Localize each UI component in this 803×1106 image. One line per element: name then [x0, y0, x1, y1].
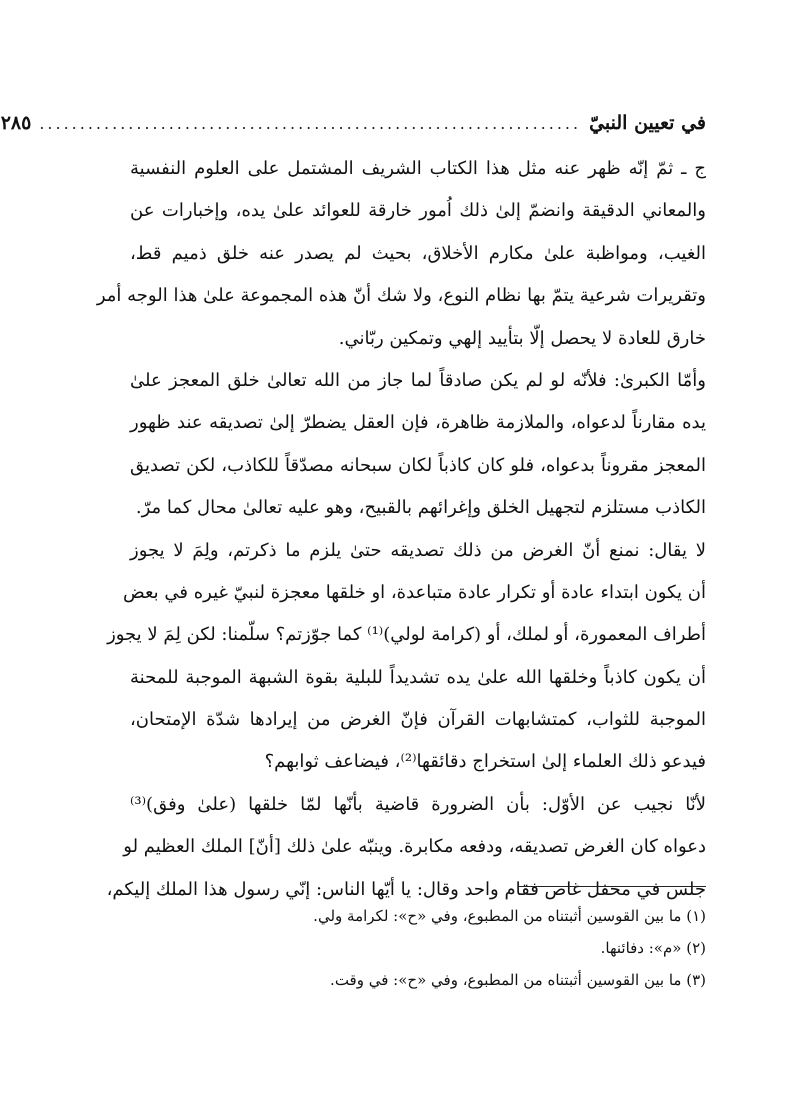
text-line: ج ـ ثمّ إنّه ظهر عنه مثل هذا الكتاب الشريف المشتمل على العلوم النفسية [130, 158, 706, 179]
text-line: خارق للعادة لا يحصل إلّا بتأييد إلهي وتمكين ربّاني. [338, 327, 706, 349]
text-line: الموجبة للثواب، كمتشابهات القرآن فإنّ الغرض من إيرادها شدّة الإمتحان، [130, 709, 706, 731]
text-line: الغيب، ومواظبة علىٰ مكارم الأخلاق، بحيث لم يصدر عنه خلق ذميم قط، [130, 242, 706, 264]
text-line: يده مقارناً لدعواه، والملازمة ظاهرة، فإن العقل يضطرّ إلىٰ تصديقه عند ظهور [130, 412, 706, 434]
text-line: فيدعو ذلك العلماء إلىٰ استخراج دقائقها⁽²⁾، فيضاعف ثوابهم؟ [264, 751, 706, 773]
main-text [96, 148, 706, 911]
text-line: وتقريرات شرعية يتمّ بها نظام النوع، ولا شك أنّ هذه المجموعة علىٰ هذا الوجه أمر [96, 285, 706, 307]
text-line: أن يكون كاذباً وخلقها الله علىٰ يده تشديداً للبلية بقوة الشبهة الموجبة للمحنة [130, 666, 706, 688]
text-line: الكاذب مستلزم لتجهيل الخلق وإغرائهم بالقبيح، وهو عليه تعالىٰ محال كما مرّ. [135, 497, 706, 519]
text-line: جلس في محفل غاص فقام واحد وقال: يا أيّها الناس: إنّي رسول هذا الملك إليكم، [106, 878, 706, 900]
page-number: ٢٨٥ [0, 112, 32, 134]
text-line: لأنّا نجيب عن الأوّل: بأن الضرورة قاضية بأنّها لمّا خلقها (علىٰ وفق)⁽³⁾ [130, 793, 706, 815]
header-leader-dots: ................................................................... [39, 113, 582, 133]
text-line: أطراف المعمورة، أو لملك، أو (كرامة لولي)⁽¹⁾ كما جوّزتم؟ سلّمنا: لكن لِمَ لا يجوز [107, 624, 706, 646]
footnote: (١) ما بين القوسين أثبتناه من المطبوع، وفي «ح»: لكرامة ولي. [313, 907, 706, 925]
text-line: المعجز مقروناً بدعواه، فلو كان كاذباً لكان سبحانه مصدّقاً للكاذب، لكن تصديق [130, 454, 706, 476]
footnote: (٢) «م»: دفائنها. [600, 939, 706, 957]
text-line: أن يكون ابتداء عادة أو تكرار عادة متباعدة، او خلقها معجزة لنبيّ غيره في بعض [122, 581, 706, 603]
footnote: (٣) ما بين القوسين أثبتناه من المطبوع، وفي «ح»: في وقت. [330, 971, 706, 989]
text-line: لا يقال: نمنع أنّ الغرض من ذلك تصديقه حتىٰ يلزم ما ذكرتم، ولِمَ لا يجوز [130, 539, 706, 561]
text-line: والمعاني الدقيقة وانضمّ إلىٰ ذلك اُمور خارقة للعوائد علىٰ يده، وإخبارات عن [130, 200, 706, 222]
footnotes [130, 900, 706, 996]
text-line: دعواه كان الغرض تصديقه، ودفعه مكابرة. وينبّه علىٰ ذلك [أنّ] الملك العظيم لو [123, 836, 706, 858]
text-line: وأمّا الكبرىٰ: فلأنّه لو لم يكن صادقاً لما جاز من الله تعالىٰ خلق المعجز علىٰ [130, 369, 706, 391]
running-header [0, 108, 706, 138]
footnote-separator [518, 886, 706, 887]
header-title: في تعيين النبيّ [589, 112, 706, 134]
